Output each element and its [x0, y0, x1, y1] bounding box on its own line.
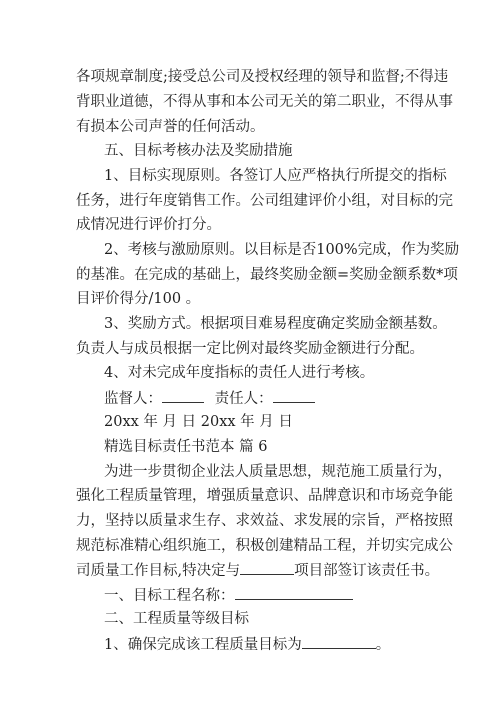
text-line: 负责人与成员根据一定比例对最终奖励金额进行分配。 — [76, 341, 424, 357]
text-line — [104, 635, 464, 654]
text-line: 力，坚持以质量求生存、求效益、求发展的宗旨，严格按照 — [76, 513, 453, 529]
text-line — [76, 561, 440, 580]
text-line: 强化工程质量管理，增强质量意识、品牌意识和市场竞争能 — [76, 488, 453, 504]
text-line: 目评价得分/100 。 — [76, 291, 201, 307]
signature-line — [104, 389, 464, 408]
text-line: 1、目标实现原则。各签订人应严格执行所提交的指标 — [104, 168, 447, 184]
section-heading: 五、目标考核办法及奖励措施 — [104, 143, 293, 159]
text-segment: 。 — [375, 637, 391, 653]
text-segment: 1、确保完成该工程质量目标为 — [104, 637, 302, 653]
project-name-blank — [235, 586, 353, 600]
responsible-blank — [273, 389, 315, 403]
text-line: 规范标准精心组织施工，积极创建精品工程，并切实完成公 — [76, 538, 453, 554]
supervisor-blank — [162, 389, 204, 403]
section-title: 精选目标责任书范本 篇 6 — [104, 439, 268, 455]
text-line — [104, 586, 464, 605]
text-line: 各项规章制度;接受总公司及授权经理的领导和监督;不得违 — [76, 69, 449, 85]
section-heading: 二、工程质量等级目标 — [104, 611, 249, 627]
text-segment: 项目部签订该责任书。 — [294, 563, 440, 579]
text-line: 4、对未完成年度指标的责任人进行考核。 — [104, 365, 375, 381]
responsible-label: 责任人： — [214, 391, 273, 407]
text-line: 的基准。在完成的基础上，最终奖励金额=奖励金额系数*项 — [76, 267, 458, 283]
text-line: 2、考核与激励原则。以目标是否100%完成，作为奖励 — [104, 242, 460, 258]
text-line: 背职业道德，不得从事和本公司无关的第二职业，不得从事 — [76, 94, 453, 110]
text-line: 为进一步贯彻企业法人质量思想，规范施工质量行为， — [104, 464, 452, 480]
project-blank — [240, 561, 294, 575]
date-line: 20xx 年 月 日 20xx 年 月 日 — [104, 414, 293, 430]
text-line: 任务，进行年度销售工作。公司组建评价小组，对目标的完 — [76, 193, 453, 209]
text-segment: 司质量工作目标,特决定与 — [76, 563, 241, 579]
quality-goal-blank — [302, 635, 376, 649]
supervisor-label: 监督人： — [104, 391, 162, 407]
text-line: 成情况进行评价打分。 — [76, 217, 221, 233]
text-line: 有损本公司声誉的任何活动。 — [76, 119, 265, 135]
project-name-label: 一、目标工程名称： — [104, 588, 235, 604]
text-line: 3、奖励方式。根据项目难易程度确定奖励金额基数。 — [104, 316, 447, 332]
